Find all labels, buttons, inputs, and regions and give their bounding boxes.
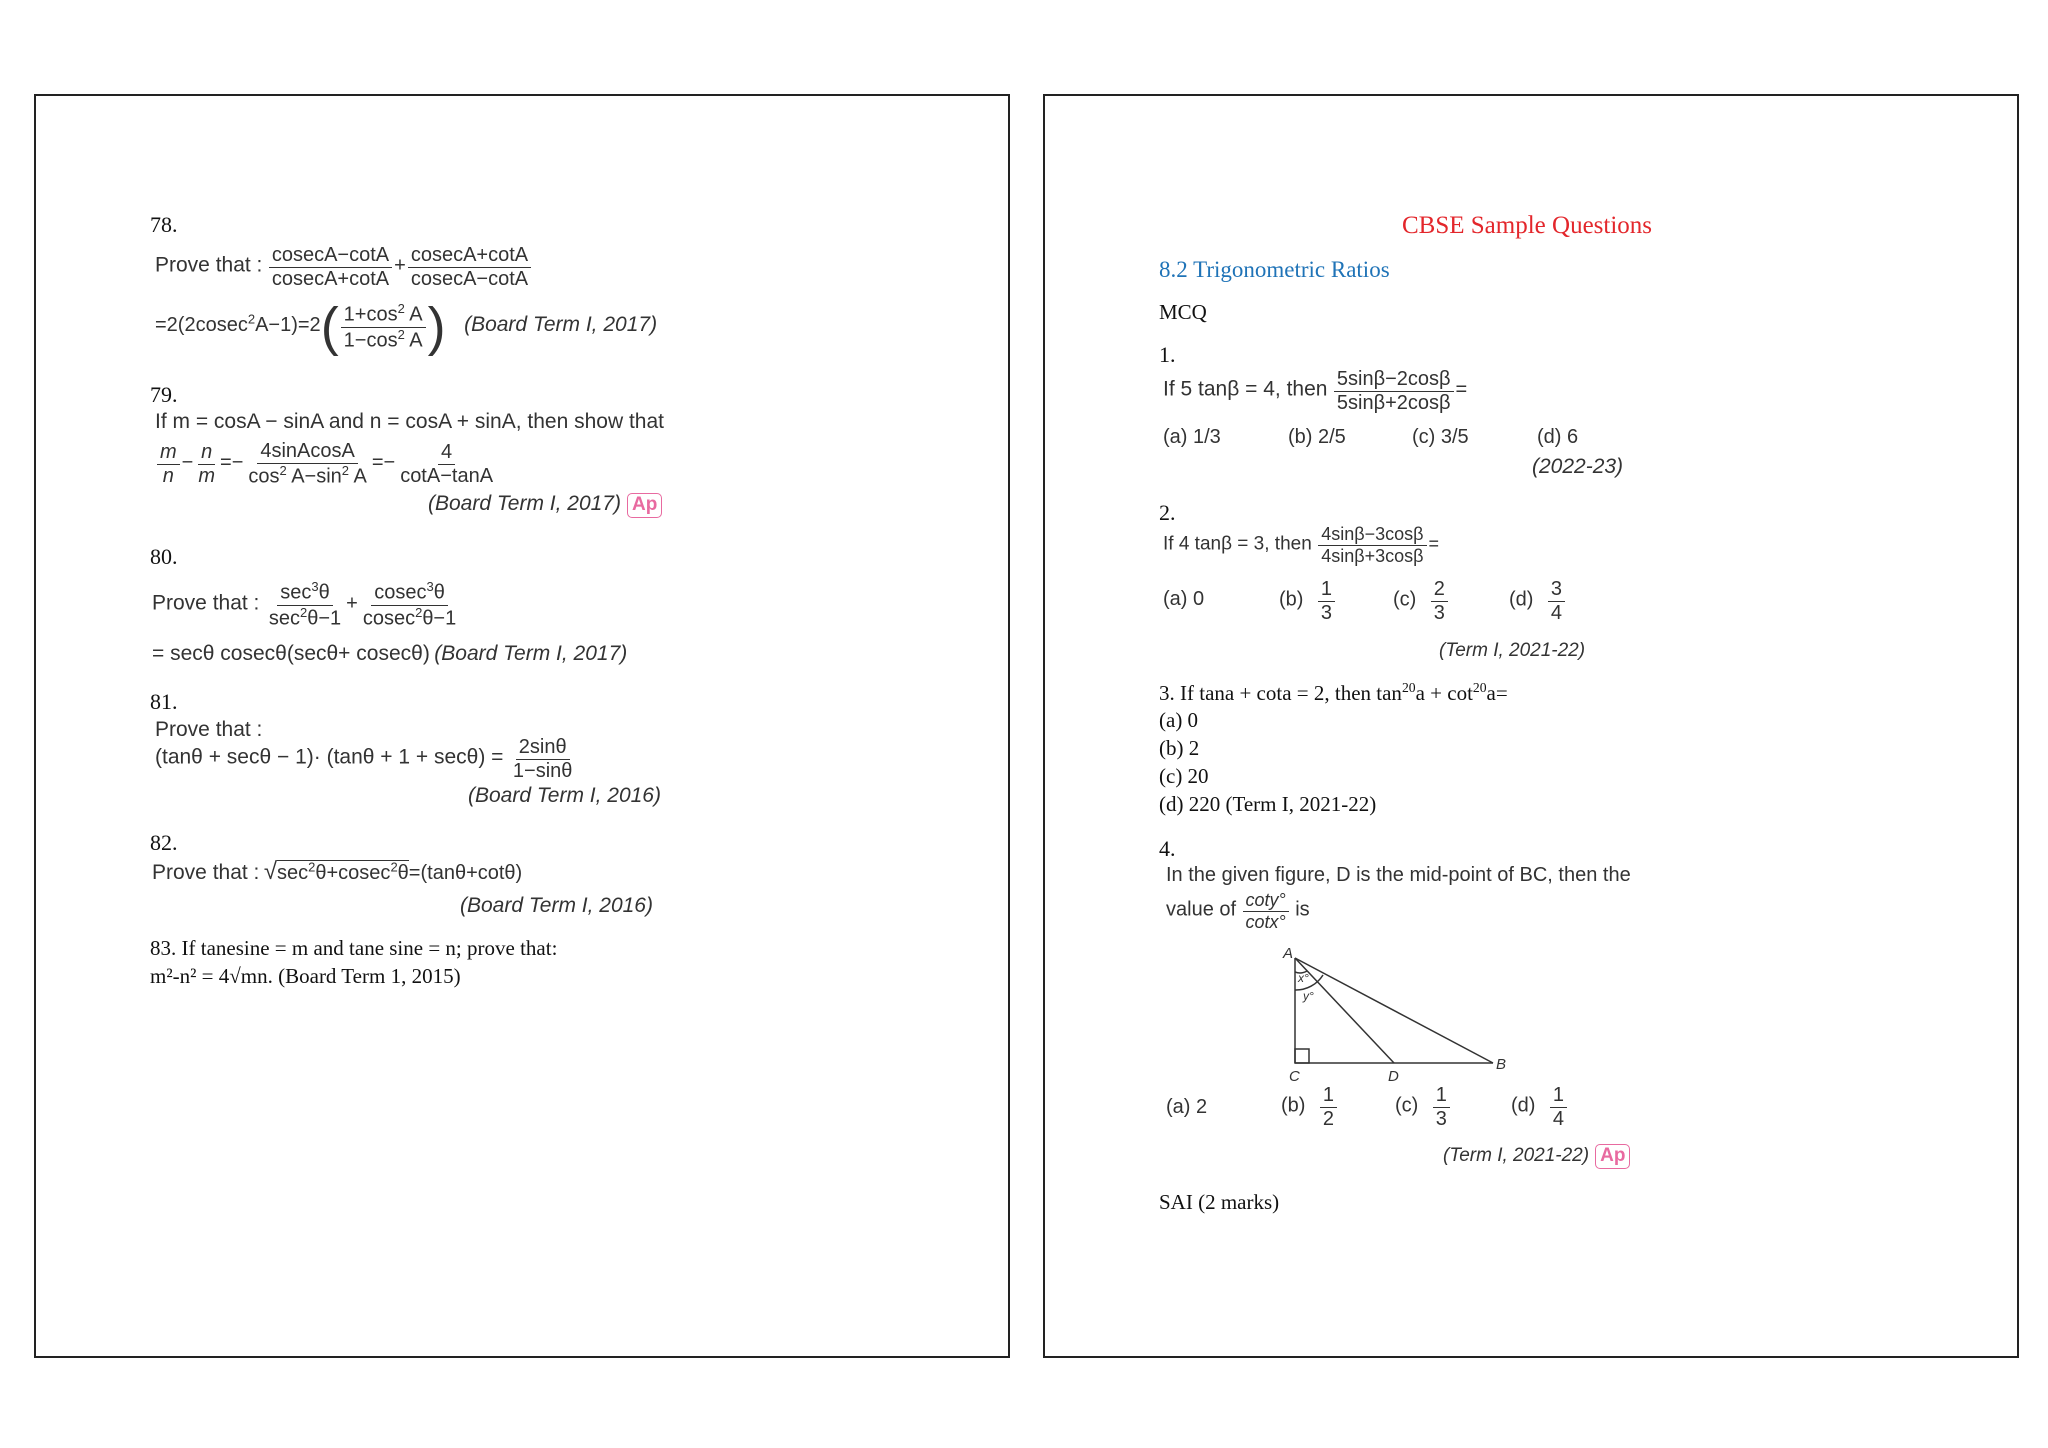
question-83-line1: 83. If tanesine = m and tane sine = n; prove that: (150, 936, 558, 960)
fraction (195, 441, 218, 488)
page-heading: CBSE Sample Questions (1402, 212, 1653, 239)
question-78-number: 78. (150, 212, 178, 237)
stem-text: If 5 tanβ = 4, then (1163, 377, 1328, 401)
fraction (510, 736, 576, 783)
prove-label: Prove that : (152, 591, 260, 615)
denominator: $1-\cos^2$ A (343, 326, 423, 352)
question-4-number: 4. (1159, 836, 1176, 861)
side-ab (1295, 958, 1493, 1063)
option-c: (c) $\frac{2}{3}$ (1393, 578, 1450, 625)
question-79-statement: If m = cosA − sinA and n = cosA + sinA, then show that (155, 410, 664, 433)
fraction (1243, 890, 1289, 932)
denominator: 4sinβ+3cosβ (1321, 545, 1424, 566)
denominator: cotA−tanA (400, 464, 494, 487)
question-82-number: 82. (150, 830, 178, 855)
option-a: (a) 0 (1163, 588, 1205, 610)
denominator: cosec$^2$θ−1 (362, 604, 457, 630)
prove-label: Prove that : (155, 253, 263, 277)
question-79-equation (155, 440, 498, 489)
question-1-citation: (2022-23) (1532, 455, 1624, 478)
rhs-text: =2(2cosec$^2$A−1)=2 (155, 311, 321, 337)
denominator: n (162, 464, 174, 487)
question-78-statement (155, 244, 533, 291)
close-paren: ) (427, 297, 446, 357)
lhs-text: (tanθ + secθ − 1)· (tanθ + 1 + secθ) = (155, 745, 504, 769)
option-a: (a) 2 (1166, 1096, 1208, 1118)
question-4-line1: In the given figure, D is the mid-point of BC, then the (1166, 864, 1631, 886)
citation: (Term I, 2021-22) (1443, 1145, 1590, 1166)
stem-text: If 4 tanβ = 3, then (1163, 533, 1312, 555)
question-2-number: 2. (1159, 500, 1176, 525)
numerator: 5sinβ−2cosβ (1334, 368, 1454, 392)
fraction (397, 441, 496, 488)
fraction (1318, 524, 1426, 566)
denominator: cotx° (1245, 911, 1286, 932)
denominator: 1−sinθ (512, 760, 573, 782)
label-x-angle: x° (1298, 971, 1309, 985)
label-b: B (1496, 1056, 1507, 1073)
fraction (360, 580, 459, 630)
option-d: (d) 6 (1537, 426, 1579, 448)
plus-sign: + (394, 254, 406, 277)
numerator: $1+\cos^2$ A (341, 302, 426, 328)
option-a: (a) 0 (1159, 708, 1199, 732)
numerator: 4sinAcosA (257, 440, 358, 464)
question-83-line2: m²-n² = 4√mn. (Board Term 1, 2015) (150, 964, 461, 988)
question-78-rhs (155, 297, 658, 357)
sai-heading: SAI (2 marks) (1159, 1190, 1280, 1214)
question-81-equation (155, 736, 577, 783)
ap-badge: Ap (627, 493, 662, 518)
option-d: (d) 220 (Term I, 2021-22) (1159, 792, 1377, 816)
denominator: 5sinβ+2cosβ (1336, 392, 1451, 414)
question-82-statement (152, 858, 522, 886)
sqrt-symbol: √ (263, 858, 278, 885)
prove-label: Prove that : (152, 861, 260, 884)
question-4-citation-line (1443, 1144, 1630, 1169)
question-3-stem: 3. If tana + cota = 2, then $\tan^{20}a + \cot^{20}a=$ (1159, 680, 1508, 705)
question-1-number: 1. (1159, 342, 1176, 367)
option-a: (a) 1/3 (1163, 426, 1221, 448)
fraction (245, 440, 369, 489)
question-80-number: 80. (150, 544, 178, 569)
denominator: cosecA+cotA (271, 268, 390, 290)
question-79-number: 79. (150, 382, 178, 407)
label-d: D (1388, 1068, 1399, 1083)
question-81-citation: (Board Term I, 2016) (468, 784, 661, 807)
equals-sign: =− (220, 451, 244, 474)
result-text: = secθ cosecθ(secθ+ cosecθ) (152, 642, 430, 665)
label-a: A (1283, 948, 1294, 962)
question-1-stem (1163, 368, 1467, 415)
equals-sign: = (1455, 378, 1468, 401)
option-b: (b) $\frac{1}{2}$ (1281, 1084, 1339, 1131)
option-b: (b) 2 (1159, 736, 1200, 760)
question-80-statement (152, 580, 461, 630)
option-c: (c) $\frac{1}{3}$ (1395, 1084, 1452, 1131)
triangle-figure (1275, 948, 1575, 1083)
subsection-mcq: MCQ (1159, 300, 1207, 324)
numerator: n (198, 441, 215, 465)
plus-sign: + (346, 592, 358, 615)
numerator: 4sinβ−3cosβ (1318, 524, 1426, 546)
numerator: $\sec^3\theta$ (277, 580, 332, 606)
citation: (Board Term I, 2017) (434, 642, 628, 665)
section-title: 8.2 Trigonometric Ratios (1159, 257, 1390, 282)
option-c: (c) 3/5 (1412, 426, 1469, 448)
numerator: cosecA+cotA (408, 244, 531, 268)
denominator: cosecA−cotA (410, 268, 529, 290)
left-page (34, 94, 1010, 1358)
fraction (1334, 368, 1454, 415)
option-b: (b) $\frac{1}{3}$ (1279, 578, 1337, 625)
question-82-citation: (Board Term I, 2016) (460, 894, 653, 917)
question-2-citation: (Term I, 2021-22) (1439, 640, 1586, 661)
numerator: cosecA−cotA (269, 244, 392, 268)
right-page (1043, 94, 2019, 1358)
equals-sign: =− (371, 451, 396, 474)
question-79-citation-line (428, 492, 662, 518)
numerator: cosec$^3$θ (371, 580, 448, 606)
median-ad (1295, 958, 1394, 1063)
numerator: coty° (1243, 890, 1289, 912)
numerator: 2sinθ (516, 736, 570, 760)
radicand: $\sec^2\theta+cosec^2\theta$ (277, 859, 409, 884)
question-81-number: 81. (150, 689, 178, 714)
equals-sign: = (1428, 533, 1440, 554)
rhs-text: =(tanθ+cotθ) (408, 862, 523, 884)
denominator: m (198, 464, 216, 487)
citation: (Board Term I, 2017) (464, 313, 658, 337)
question-80-result (152, 642, 627, 666)
label-c: C (1289, 1068, 1300, 1083)
option-c: (c) 20 (1159, 764, 1209, 788)
numerator: m (157, 441, 180, 465)
option-d: (d) $\frac{1}{4}$ (1511, 1084, 1569, 1131)
option-b: (b) 2/5 (1288, 426, 1346, 448)
fraction (157, 441, 180, 488)
right-angle-marker (1295, 1049, 1309, 1063)
fraction (269, 244, 392, 291)
denominator: $\sec^2\theta-1$ (268, 604, 342, 630)
fraction (341, 302, 426, 352)
open-paren: ( (320, 297, 339, 357)
question-4-line2: value of $\frac{\cot y^\circ}{\cot x^\circ}$ is (1166, 890, 1310, 932)
fraction (408, 244, 531, 291)
fraction (266, 580, 344, 630)
minus-sign: − (181, 451, 194, 474)
question-2-stem (1163, 524, 1439, 566)
denominator: $\cos^2 A-\sin^2$ A (248, 463, 367, 488)
option-d: (d) $\frac{3}{4}$ (1509, 578, 1567, 625)
question-81-label: Prove that : (155, 718, 263, 741)
citation: (Board Term I, 2017) (428, 492, 621, 515)
ap-badge: Ap (1595, 1144, 1630, 1169)
numerator: 4 (438, 441, 455, 465)
label-y-angle: y° (1303, 989, 1314, 1003)
